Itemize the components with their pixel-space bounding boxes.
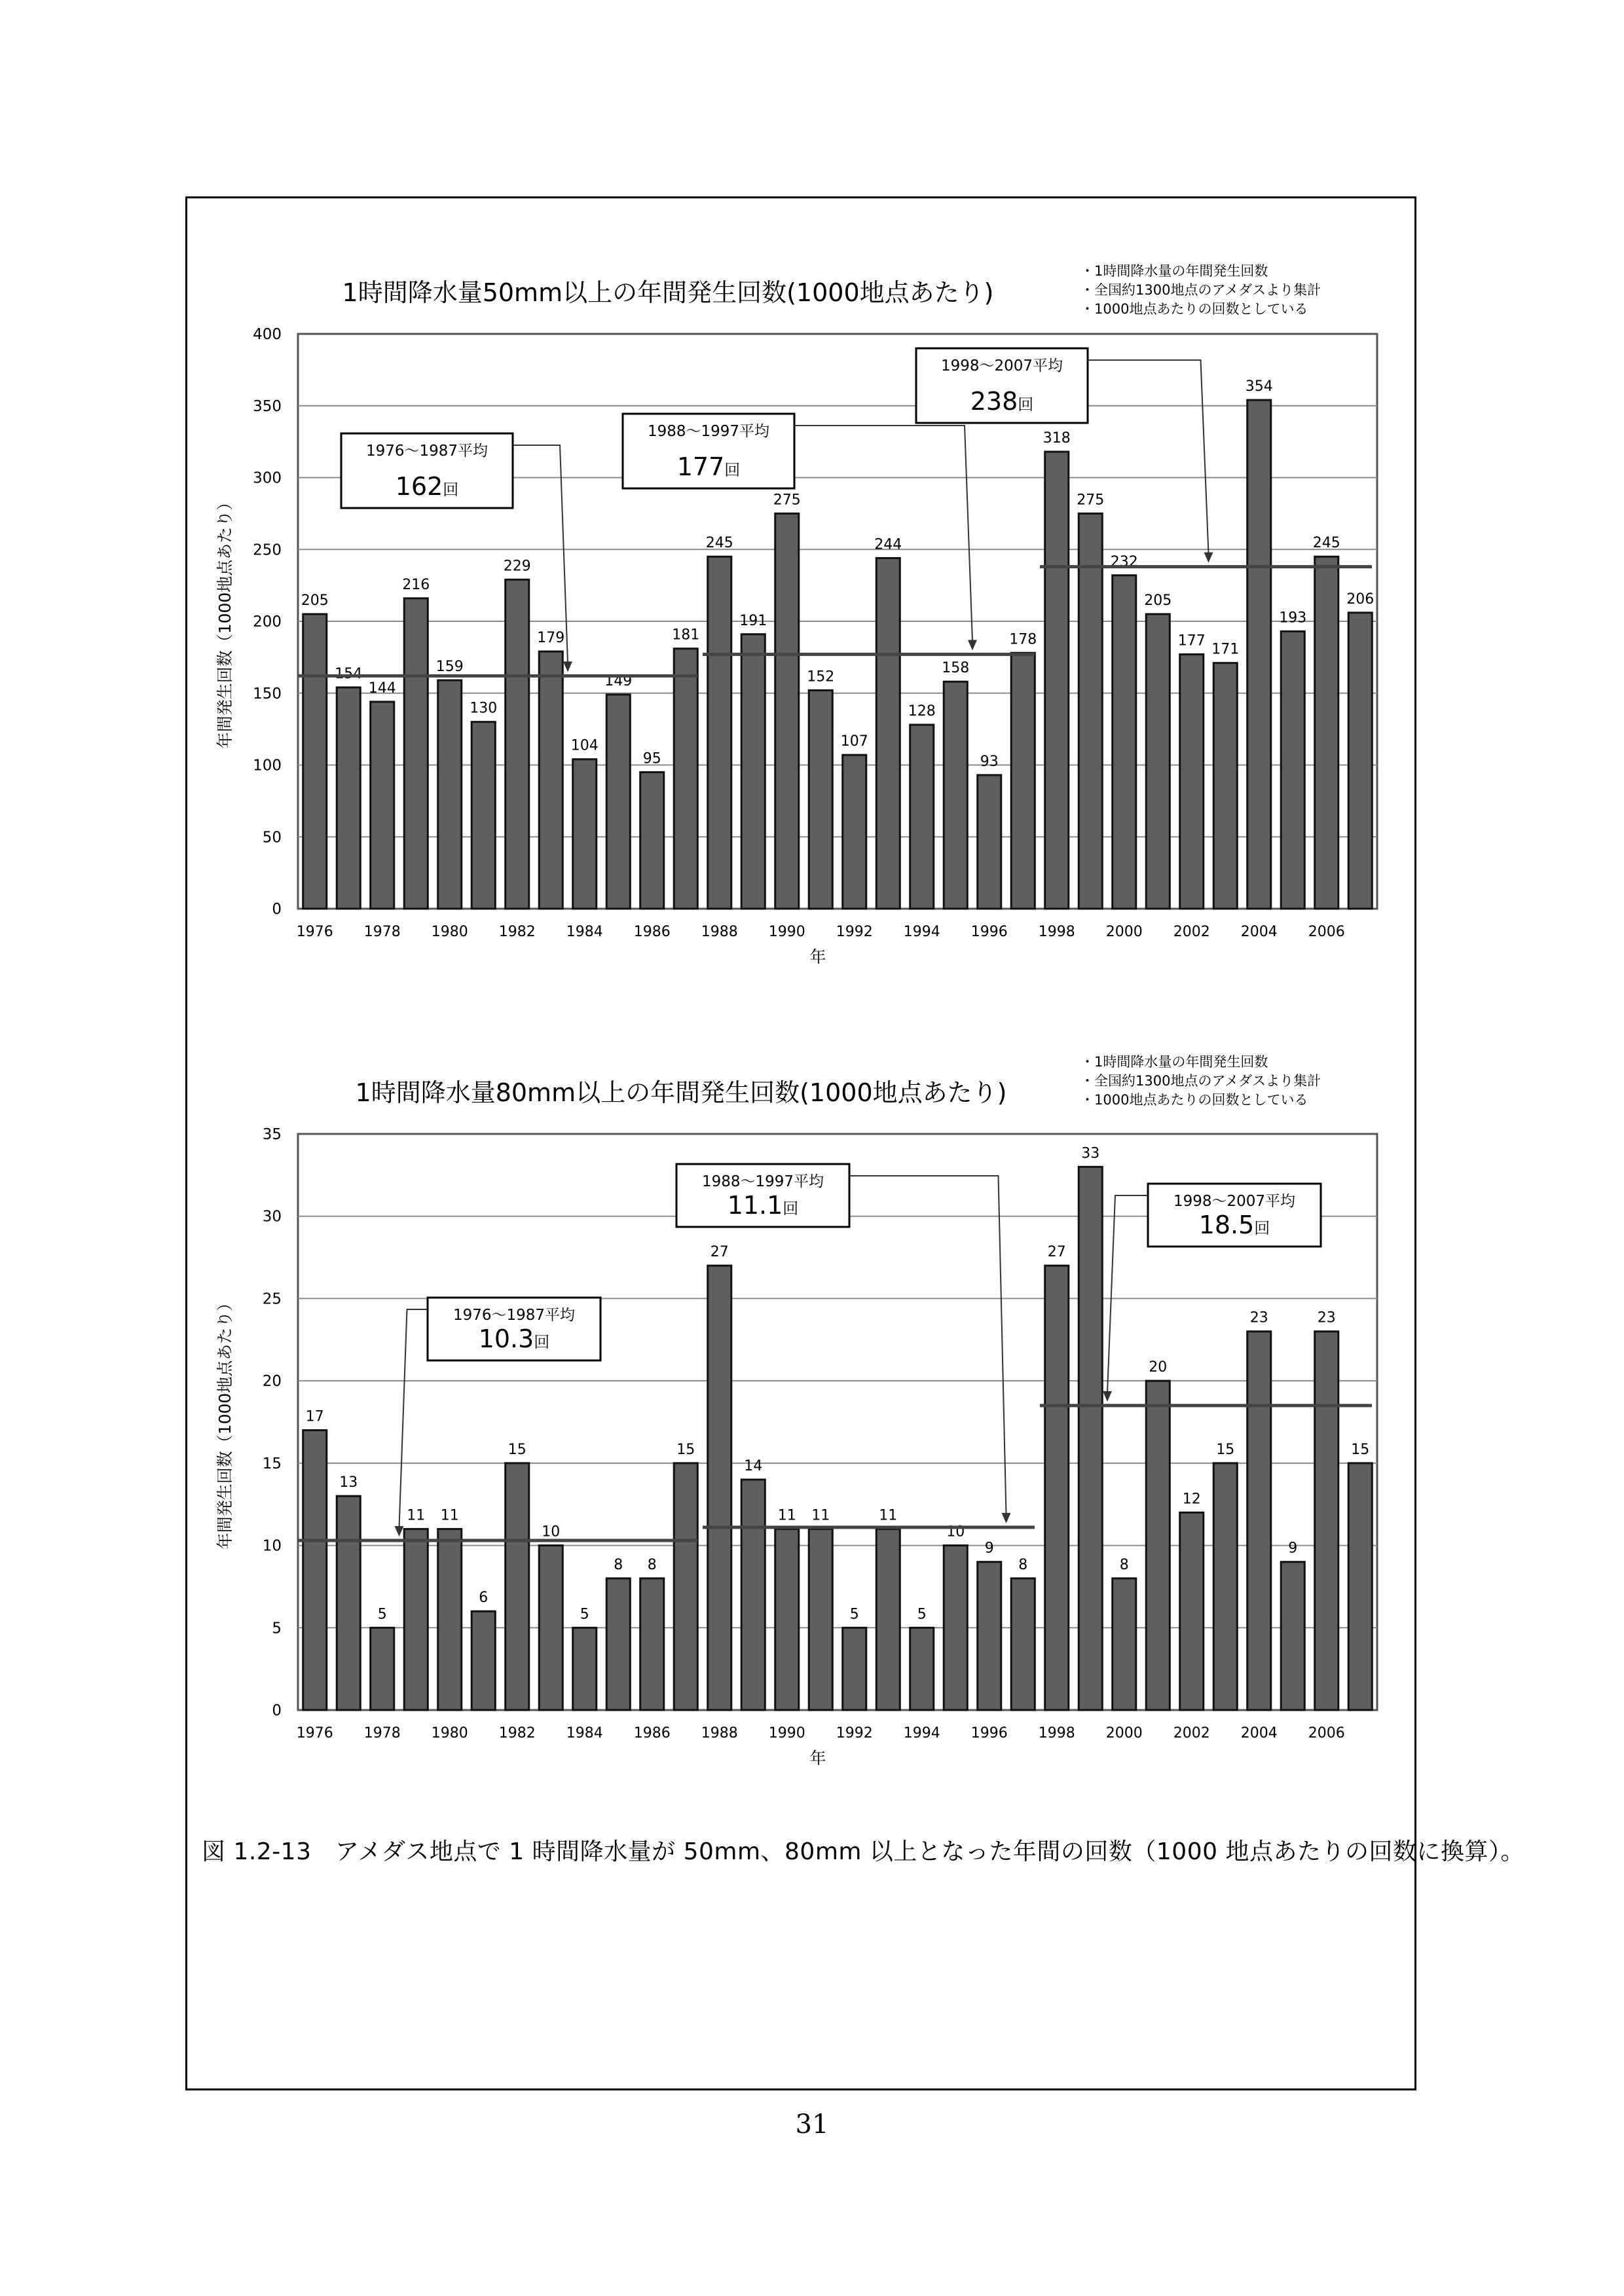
data-label: 23 (1317, 1309, 1336, 1326)
y-tick-label: 30 (262, 1208, 282, 1226)
bar (1045, 1266, 1069, 1710)
data-label: 23 (1249, 1309, 1268, 1326)
bar (843, 1628, 866, 1710)
bar (337, 687, 360, 909)
data-label: 8 (1119, 1556, 1129, 1573)
page-number: 31 (795, 2109, 829, 2140)
data-label: 206 (1346, 591, 1375, 608)
x-tick-label: 1980 (431, 924, 468, 940)
bar (944, 682, 967, 909)
data-label: 229 (503, 558, 531, 575)
bar (674, 1463, 697, 1710)
bar (708, 556, 731, 909)
bar (337, 1496, 360, 1710)
bar (1113, 575, 1136, 909)
bar (506, 579, 529, 909)
bar (978, 775, 1001, 909)
data-label: 245 (1312, 535, 1340, 552)
data-label: 15 (1351, 1441, 1370, 1458)
note-line: ・1000地点あたりの回数としている (1080, 1092, 1308, 1108)
y-tick-label: 5 (272, 1620, 282, 1637)
bar (741, 634, 765, 909)
data-label: 130 (470, 700, 498, 717)
data-label: 154 (335, 665, 363, 682)
bar (1281, 1562, 1304, 1710)
bar (944, 1546, 967, 1710)
bar (1011, 1578, 1035, 1710)
bar (640, 1578, 664, 1710)
x-tick-label: 1994 (903, 924, 940, 940)
data-label: 10 (946, 1523, 965, 1540)
data-label: 5 (580, 1606, 589, 1623)
chart-50mm (0, 249, 1624, 1002)
data-label: 171 (1211, 641, 1240, 658)
data-label: 27 (1047, 1244, 1066, 1261)
y-tick-label: 50 (262, 829, 282, 847)
bar (1213, 1463, 1237, 1710)
bar (910, 725, 934, 909)
data-label: 244 (874, 536, 902, 553)
data-label: 245 (705, 535, 733, 552)
x-tick-label: 2002 (1173, 1725, 1210, 1741)
data-label: 5 (377, 1606, 387, 1623)
data-label: 216 (402, 576, 430, 593)
y-tick-label: 300 (253, 469, 282, 487)
y-axis-label: 年間発生回数（1000地点あたり） (215, 1294, 234, 1550)
data-label: 6 (479, 1590, 489, 1607)
bar (910, 1628, 934, 1710)
y-tick-label: 0 (272, 901, 282, 918)
x-tick-label: 2006 (1308, 924, 1345, 940)
figure-caption: 図 1.2-13 アメダス地点で 1 時間降水量が 50mm、80mm 以上となった年間の回数（1000 地点あたりの回数に換算）。 (202, 1838, 1524, 1865)
data-label: 177 (1177, 632, 1206, 649)
data-label: 149 (604, 672, 633, 689)
bar (471, 1611, 495, 1710)
bar (775, 513, 799, 909)
data-label: 20 (1149, 1359, 1168, 1376)
x-tick-label: 1976 (296, 924, 333, 940)
y-tick-label: 100 (253, 757, 282, 774)
data-label: 275 (773, 492, 801, 509)
data-label: 27 (710, 1244, 729, 1261)
y-tick-label: 15 (262, 1455, 282, 1472)
data-label: 8 (1018, 1556, 1028, 1573)
x-tick-label: 1998 (1038, 1725, 1075, 1741)
data-label: 13 (339, 1474, 358, 1491)
data-label: 5 (849, 1606, 859, 1623)
x-tick-label: 1986 (633, 1725, 671, 1741)
y-tick-label: 25 (262, 1290, 282, 1308)
bar (1079, 1167, 1102, 1710)
y-tick-label: 35 (262, 1126, 282, 1143)
bar (1315, 556, 1338, 909)
bar (506, 1463, 529, 1710)
bar (303, 614, 327, 909)
x-tick-label: 1982 (498, 924, 536, 940)
x-tick-label: 2002 (1173, 924, 1210, 940)
x-axis-label: 年 (809, 1749, 826, 1768)
x-tick-label: 1990 (768, 1725, 805, 1741)
x-tick-label: 1994 (903, 1725, 940, 1741)
data-label: 144 (368, 680, 396, 697)
chart-title: 1時間降水量50mm以上の年間発生回数(1000地点あたり) (342, 278, 994, 307)
bar (1180, 654, 1204, 909)
data-label: 10 (542, 1523, 561, 1540)
bar (303, 1430, 327, 1710)
data-label: 152 (807, 668, 835, 685)
bar (1045, 452, 1069, 909)
bar (573, 759, 597, 909)
data-label: 275 (1077, 492, 1105, 509)
x-tick-label: 2006 (1308, 1725, 1345, 1741)
average-period-label: 1998～2007平均 (940, 357, 1063, 374)
data-label: 191 (739, 612, 767, 629)
bar (471, 722, 495, 909)
bar (371, 702, 394, 909)
bar (438, 680, 462, 909)
average-period-label: 1976～1987平均 (365, 443, 489, 460)
data-label: 11 (777, 1507, 796, 1524)
x-tick-label: 1990 (768, 924, 805, 940)
bar (539, 651, 563, 909)
bar (640, 772, 664, 909)
x-tick-label: 1996 (970, 1725, 1008, 1741)
data-label: 159 (435, 658, 464, 675)
bar (1348, 613, 1372, 909)
y-axis-label: 年間発生回数（1000地点あたり） (215, 494, 234, 749)
bar (1180, 1512, 1204, 1710)
bar (876, 558, 900, 909)
x-tick-label: 1984 (566, 924, 603, 940)
x-tick-label: 1986 (633, 924, 671, 940)
average-value-label: 10.3回 (478, 1324, 550, 1353)
chart-title: 1時間降水量80mm以上の年間発生回数(1000地点あたり) (355, 1078, 1007, 1107)
bar (741, 1480, 765, 1710)
y-tick-label: 20 (262, 1373, 282, 1391)
data-label: 5 (917, 1606, 927, 1623)
data-label: 104 (570, 737, 599, 754)
x-tick-label: 2004 (1240, 1725, 1278, 1741)
x-tick-label: 2004 (1240, 924, 1278, 940)
average-value-label: 238回 (970, 387, 1034, 416)
bar (404, 1529, 428, 1710)
note-line: ・全国約1300地点のアメダスより集計 (1080, 1073, 1321, 1089)
x-tick-label: 1978 (363, 1725, 401, 1741)
chart-80mm (0, 1041, 1624, 1794)
data-label: 95 (642, 750, 661, 767)
bar (606, 695, 630, 909)
bar (1146, 1381, 1170, 1710)
bar (809, 1529, 832, 1710)
note-line: ・1時間降水量の年間発生回数 (1080, 263, 1268, 279)
bar (1247, 400, 1271, 909)
bar (708, 1266, 731, 1710)
x-tick-label: 2000 (1105, 1725, 1143, 1741)
bar (573, 1628, 597, 1710)
y-tick-label: 10 (262, 1537, 282, 1555)
bar (438, 1529, 462, 1710)
y-tick-label: 200 (253, 613, 282, 630)
chart-80mm-notes (1080, 1053, 1321, 1110)
y-tick-label: 0 (272, 1702, 282, 1719)
bar (1281, 631, 1304, 909)
y-tick-label: 250 (253, 541, 282, 559)
average-value-label: 177回 (676, 452, 741, 481)
note-line: ・1000地点あたりの回数としている (1080, 301, 1308, 317)
data-label: 12 (1182, 1491, 1201, 1508)
average-value-label: 162回 (395, 472, 459, 501)
bar (775, 1529, 799, 1710)
chart-50mm-notes (1080, 262, 1321, 319)
data-label: 11 (440, 1507, 459, 1524)
bar (674, 649, 697, 909)
data-label: 11 (811, 1507, 830, 1524)
bar (404, 598, 428, 909)
data-label: 158 (942, 660, 970, 677)
note-line: ・1時間降水量の年間発生回数 (1080, 1054, 1268, 1070)
bar (876, 1529, 900, 1710)
data-label: 11 (879, 1507, 898, 1524)
average-value-label: 11.1回 (727, 1191, 799, 1220)
data-label: 8 (647, 1556, 657, 1573)
bar (606, 1578, 630, 1710)
x-tick-label: 1992 (836, 1725, 873, 1741)
bar (843, 755, 866, 909)
data-label: 11 (407, 1507, 426, 1524)
x-tick-label: 1996 (970, 924, 1008, 940)
x-tick-label: 1988 (701, 1725, 738, 1741)
bar (1213, 663, 1237, 909)
data-label: 205 (1144, 592, 1172, 610)
bar (1315, 1332, 1338, 1710)
data-label: 205 (301, 592, 329, 610)
data-label: 93 (980, 753, 999, 770)
data-label: 178 (1009, 631, 1037, 648)
x-tick-label: 1982 (498, 1725, 536, 1741)
y-tick-label: 150 (253, 685, 282, 702)
data-label: 15 (676, 1441, 695, 1458)
note-line: ・全国約1300地点のアメダスより集計 (1080, 282, 1321, 298)
average-period-label: 1976～1987平均 (452, 1307, 576, 1324)
average-period-label: 1988～1997平均 (647, 423, 770, 440)
bar (1011, 653, 1035, 909)
data-label: 14 (744, 1458, 763, 1474)
y-tick-label: 350 (253, 397, 282, 415)
bar (371, 1628, 394, 1710)
y-tick-label: 400 (253, 326, 282, 343)
bar (539, 1546, 563, 1710)
data-label: 232 (1110, 553, 1138, 570)
x-tick-label: 2000 (1105, 924, 1143, 940)
data-label: 9 (1288, 1540, 1298, 1557)
bar (809, 690, 832, 909)
x-tick-label: 1976 (296, 1725, 333, 1741)
average-period-label: 1998～2007平均 (1173, 1193, 1296, 1210)
x-tick-label: 1978 (363, 924, 401, 940)
data-label: 354 (1245, 378, 1273, 395)
bar (1146, 614, 1170, 909)
data-label: 179 (537, 630, 565, 647)
bar (1348, 1463, 1372, 1710)
x-tick-label: 1998 (1038, 924, 1075, 940)
data-label: 181 (672, 627, 700, 644)
bar (1113, 1578, 1136, 1710)
x-tick-label: 1984 (566, 1725, 603, 1741)
data-label: 17 (305, 1408, 324, 1425)
average-period-label: 1988～1997平均 (701, 1173, 824, 1190)
data-label: 318 (1043, 429, 1071, 446)
x-tick-label: 1992 (836, 924, 873, 940)
data-label: 8 (614, 1556, 623, 1573)
data-label: 128 (908, 703, 936, 720)
x-tick-label: 1980 (431, 1725, 468, 1741)
data-label: 9 (984, 1540, 994, 1557)
data-label: 193 (1279, 610, 1307, 627)
average-value-label: 18.5回 (1198, 1211, 1270, 1239)
x-tick-label: 1988 (701, 924, 738, 940)
data-label: 107 (840, 733, 868, 750)
bar (1079, 513, 1102, 909)
bar (1247, 1332, 1271, 1710)
bar (978, 1562, 1001, 1710)
data-label: 15 (1216, 1441, 1235, 1458)
data-label: 15 (507, 1441, 526, 1458)
data-label: 33 (1081, 1145, 1100, 1162)
x-axis-label: 年 (809, 947, 826, 966)
